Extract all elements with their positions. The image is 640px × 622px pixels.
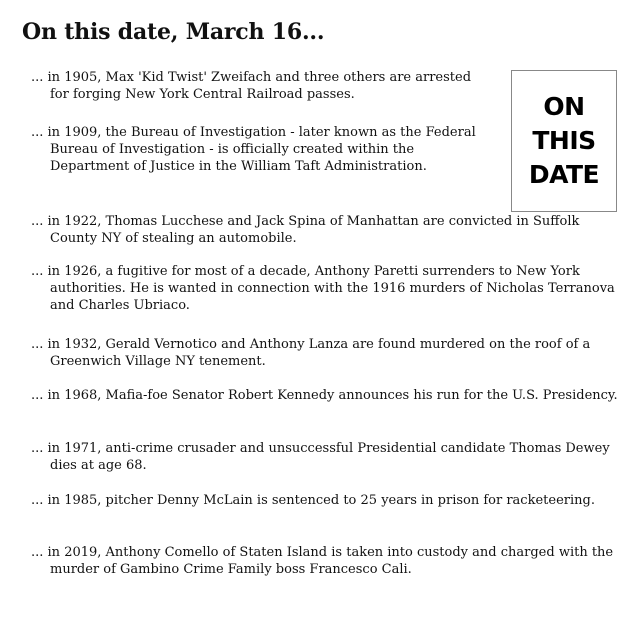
- badge-line-on: ON: [543, 92, 585, 121]
- entry-1922: ... in 1922, Thomas Lucchese and Jack Spina of Manhattan are convicted in Suffolk County NY of stealing an automobile.: [31, 214, 580, 246]
- badge-line-this: THIS: [532, 126, 596, 155]
- entry-1932: ... in 1932, Gerald Vernotico and Anthony Lanza are found murdered on the roof of a Greenwich Village NY tenement.: [31, 337, 591, 369]
- entry-1968: ... in 1968, Mafia-foe Senator Robert Kennedy announces his run for the U.S. Presidency.: [31, 388, 618, 403]
- on-this-date-badge: [511, 70, 617, 212]
- entry-2019: ... in 2019, Anthony Comello of Staten Island is taken into custody and charged with the murder of Gambino Crime Family boss Francesco Cali.: [31, 545, 614, 577]
- entry-1905: ... in 1905, Max 'Kid Twist' Zweifach and three others are arrested for forging New York Central Railroad passes.: [31, 70, 472, 102]
- page-title: On this date, March 16...: [22, 19, 325, 45]
- entry-1926: ... in 1926, a fugitive for most of a decade, Anthony Paretti surrenders to New York authorities. He is wanted in connection with the 1916 murders of Nicholas Terranova and Charles Ubriaco.: [31, 264, 615, 313]
- entry-1909: ... in 1909, the Bureau of Investigation - later known as the Federal Bureau of Investigation - is officially created within the Department of Justice in the William Taft Administration.: [31, 125, 476, 174]
- entry-1985: ... in 1985, pitcher Denny McLain is sentenced to 25 years in prison for racketeering.: [31, 493, 595, 508]
- badge-line-date: DATE: [528, 160, 600, 189]
- entry-1971: ... in 1971, anti-crime crusader and unsuccessful Presidential candidate Thomas Dewey dies at age 68.: [31, 441, 610, 473]
